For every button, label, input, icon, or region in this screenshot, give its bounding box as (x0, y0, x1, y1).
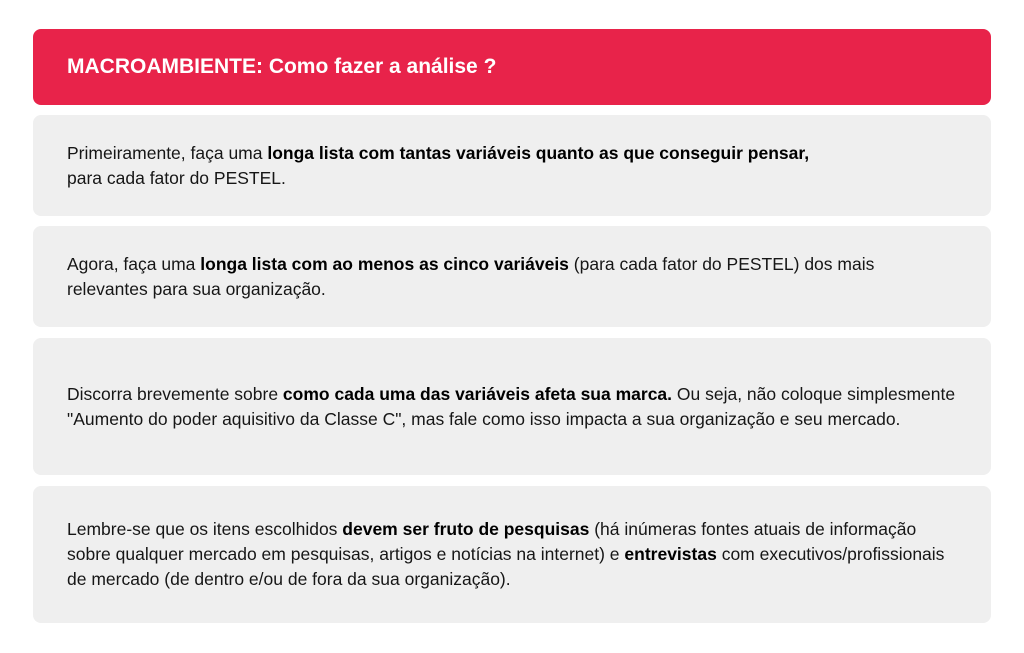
step-1-text-a: Primeiramente, faça uma (67, 142, 268, 163)
step-1-bold-a: longa lista com tantas variáveis quanto as que conseguir pensar, (267, 142, 810, 163)
step-4-text-a: Lembre-se que os itens escolhidos (67, 519, 343, 539)
step-4-bold-a: devem ser fruto de pesquisas (342, 519, 590, 539)
header-title: MACROAMBIENTE: Como fazer a análise ? (67, 55, 497, 78)
step-2-text-a: Agora, faça uma (67, 253, 201, 274)
step-card-2 (33, 226, 991, 327)
step-card-3 (33, 338, 991, 475)
step-card-1 (33, 115, 991, 216)
step-4-text-b: (há inúmeras fontes atuais de informação sobre qualquer mercado em pesquisas, artigos e notícias na internet) e (67, 519, 917, 564)
step-3-text-b: Ou seja, não coloque simplesmente "Aumento do poder aquisitivo da Classe C", mas fale como isso impacta a sua organização e seu mercado. (67, 383, 956, 429)
step-4-bold-b: entrevistas (624, 544, 717, 564)
step-card-4 (33, 486, 991, 623)
page-header (33, 29, 991, 105)
step-text-3 (67, 382, 957, 432)
step-4-text-c: com executivos/profissionais de mercado (de dentro e/ou de fora da sua organização). (67, 544, 945, 589)
step-2-bold-a: longa lista com ao menos as cinco variáveis (200, 253, 569, 274)
step-text-4 (67, 517, 957, 592)
step-3-text-a: Discorra brevemente sobre (67, 383, 283, 404)
step-3-bold-a: como cada uma das variáveis afeta sua marca. (282, 383, 673, 404)
step-text-1 (67, 141, 809, 191)
step-1-text-b: para cada fator do PESTEL. (67, 167, 286, 188)
step-2-text-b: (para cada fator do PESTEL) dos mais relevantes para sua organização. (67, 253, 875, 299)
step-text-2 (67, 252, 957, 302)
